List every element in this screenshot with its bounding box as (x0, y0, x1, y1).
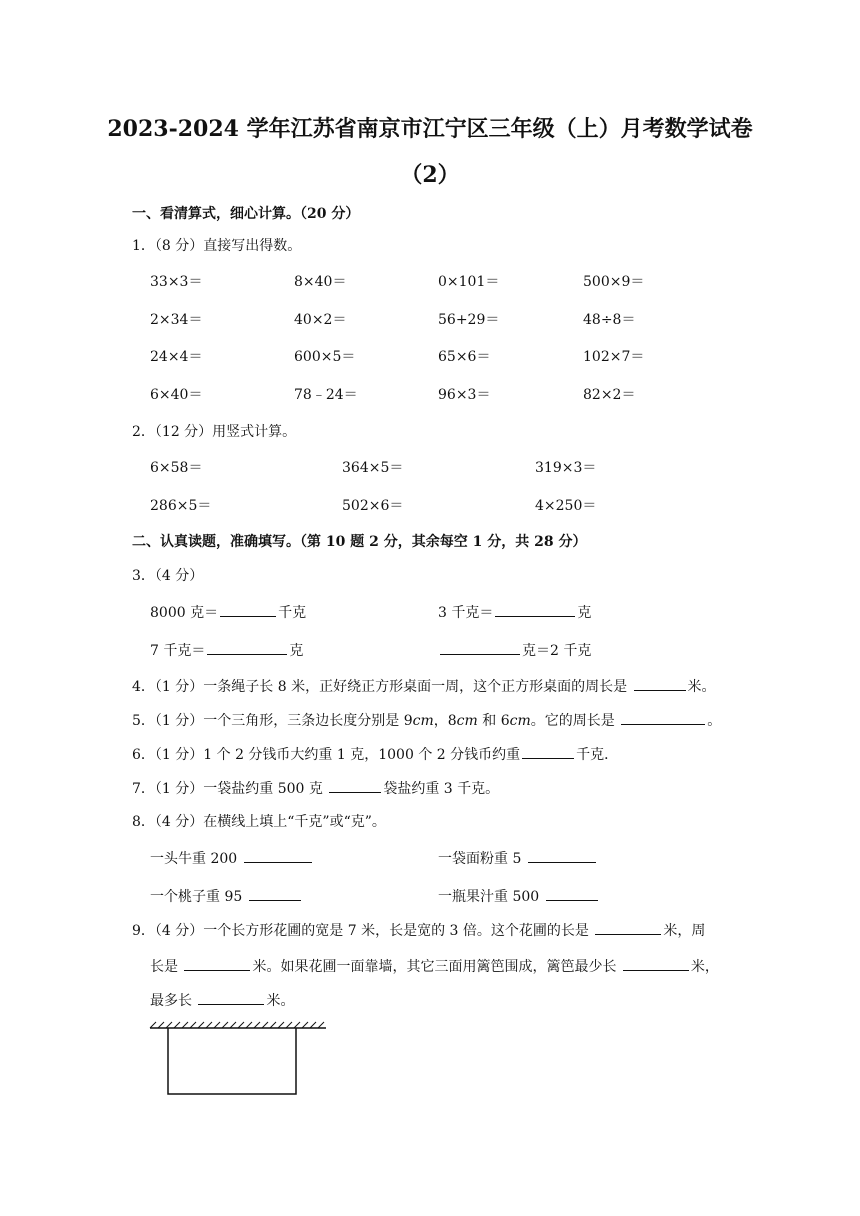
question-9-line-3: 最多长 米。 (150, 990, 294, 1011)
answer-blank[interactable] (244, 848, 312, 863)
calc-item: 502×6＝ (342, 498, 404, 514)
question-4: 4．（1 分）一条绳子长 8 米，正好绕正方形桌面一周，这个正方形桌面的周长是 米。 (132, 676, 716, 697)
answer-blank[interactable] (528, 848, 596, 863)
calc-item: 4×250＝ (535, 498, 597, 514)
calc-item: 102×7＝ (583, 349, 645, 365)
answer-blank[interactable] (249, 886, 301, 901)
answer-blank[interactable] (329, 778, 381, 793)
calc-item: 286×5＝ (150, 498, 212, 514)
answer-blank[interactable] (522, 744, 574, 759)
answer-blank[interactable] (621, 710, 705, 725)
q8-item-a: 一头牛重 200 (150, 848, 314, 869)
calc-item: 65×6＝ (438, 349, 491, 365)
question-6: 6．（1 分）1 个 2 分钱币大约重 1 克，1000 个 2 分钱币约重 千克． (132, 744, 618, 765)
calc-item: 24×4＝ (150, 349, 203, 365)
answer-blank[interactable] (634, 676, 686, 691)
calc-item: 96×3＝ (438, 387, 491, 403)
calc-item: 364×5＝ (342, 460, 404, 476)
section-heading-2: 二、认真读题，准确填写。（第 10 题 2 分，其余每空 1 分，共 28 分） (132, 534, 587, 550)
q8-item-c: 一个桃子重 95 (150, 886, 303, 907)
section-heading-1: 一、看清算式，细心计算。（20 分） (132, 206, 360, 222)
calc-item: 48÷8＝ (583, 312, 636, 328)
calc-item: 0×101＝ (438, 274, 500, 290)
answer-blank[interactable] (440, 640, 520, 655)
question-3-prompt: 3．（4 分） (132, 568, 204, 584)
question-9-line-1: 9．（4 分）一个长方形花圃的宽是 7 米，长是宽的 3 倍。这个花圃的长是 米，周 (132, 920, 705, 941)
question-5: 5．（1 分）一个三角形，三条边长度分别是 9cm，8cm 和 6cm。它的周长是 。 (132, 710, 721, 731)
calc-item: 33×3＝ (150, 274, 203, 290)
calc-item: 6×58＝ (150, 460, 203, 476)
answer-blank[interactable] (207, 640, 287, 655)
page-title: 2023-2024 学年江苏省南京市江宁区三年级（上）月考数学试卷 (107, 116, 753, 142)
calc-item: 8×40＝ (294, 274, 347, 290)
answer-blank[interactable] (546, 886, 598, 901)
calc-item: 500×9＝ (583, 274, 645, 290)
calc-item: 78﹣24＝ (294, 387, 358, 403)
q3-item-a: 8000 克＝ 千克 (150, 602, 306, 623)
garden-wall-diagram (148, 1020, 328, 1100)
q8-item-b: 一袋面粉重 5 (438, 848, 598, 869)
question-8-prompt: 8．（4 分）在横线上填上“千克”或“克”。 (132, 814, 386, 830)
calc-item: 40×2＝ (294, 312, 347, 328)
answer-blank[interactable] (198, 990, 264, 1005)
wall-hatching (150, 1022, 326, 1028)
garden-rectangle (168, 1028, 296, 1094)
q3-item-c: 7 千克＝ 克 (150, 640, 303, 661)
calc-item: 2×34＝ (150, 312, 203, 328)
q3-item-d: 克＝2 千克 (438, 640, 591, 661)
question-1-prompt: 1．（8 分）直接写出得数。 (132, 238, 302, 254)
answer-blank[interactable] (595, 920, 661, 935)
q8-item-d: 一瓶果汁重 500 (438, 886, 600, 907)
q3-item-b: 3 千克＝ 克 (438, 602, 591, 623)
calc-item: 6×40＝ (150, 387, 203, 403)
answer-blank[interactable] (220, 602, 276, 617)
answer-blank[interactable] (623, 956, 689, 971)
question-9-line-2: 长是 米。如果花圃一面靠墙，其它三面用篱笆围成，篱笆最少长 米， (150, 956, 719, 977)
answer-blank[interactable] (495, 602, 575, 617)
calc-item: 82×2＝ (583, 387, 636, 403)
question-2-prompt: 2．（12 分）用竖式计算。 (132, 424, 297, 440)
question-7: 7．（1 分）一袋盐约重 500 克 袋盐约重 3 千克。 (132, 778, 499, 799)
page-title-suffix: （2） (400, 162, 460, 188)
answer-blank[interactable] (184, 956, 250, 971)
calc-item: 600×5＝ (294, 349, 356, 365)
calc-item: 319×3＝ (535, 460, 597, 476)
calc-item: 56+29＝ (438, 312, 500, 328)
